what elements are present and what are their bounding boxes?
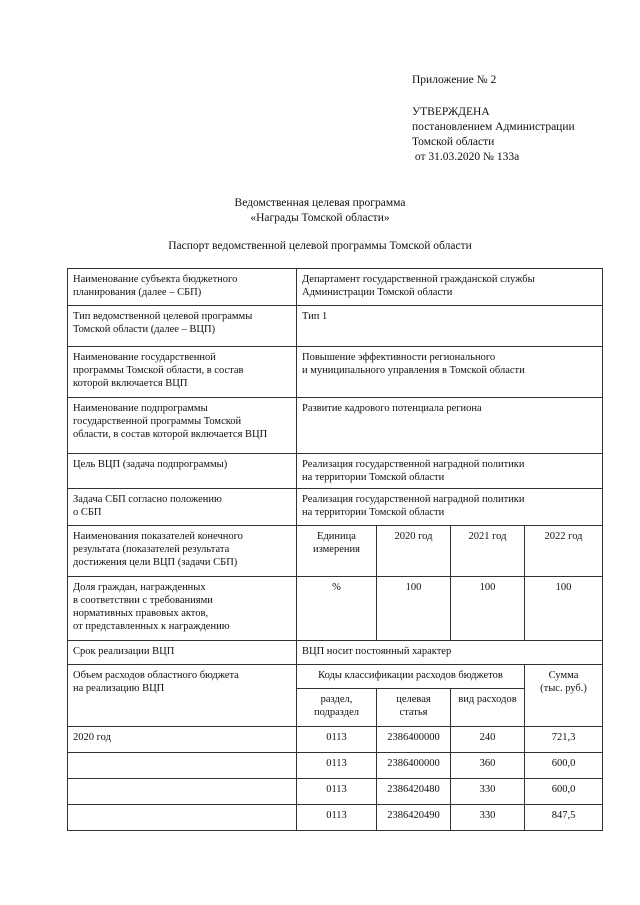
table-row-task: [68, 489, 603, 526]
year-2020-header: 2020 год: [377, 526, 451, 577]
unit-header: Единица измерения: [297, 526, 377, 577]
appendix-label: Приложение № 2: [412, 74, 497, 86]
table-row: [68, 805, 603, 831]
expense-section: 0113: [297, 727, 377, 753]
program-title-line-2: «Награды Томской области»: [250, 212, 390, 224]
table-row-type: [68, 306, 603, 347]
indicators-label: Наименования показателей конечного результата (показателей результата достижения цели ВЦП (задачи СБП): [68, 526, 297, 577]
expense-sum: 721,3: [525, 727, 603, 753]
expense-kind: 360: [451, 753, 525, 779]
expense-sum: 600,0: [525, 779, 603, 805]
expense-year: [68, 805, 297, 831]
table-row: [68, 779, 603, 805]
year-2021-header: 2021 год: [451, 526, 525, 577]
expense-kind: 330: [451, 805, 525, 831]
indicator-value-2021: 100: [451, 577, 525, 641]
passport-title: Паспорт ведомственной целевой программы Томской области: [168, 240, 472, 252]
type-value: Тип 1: [297, 306, 603, 347]
budget-label: Объем расходов областного бюджета на реализацию ВЦП: [68, 665, 297, 727]
year-2022-header: 2022 год: [525, 526, 603, 577]
expense-article: 2386400000: [377, 753, 451, 779]
expense-kind: 240: [451, 727, 525, 753]
gov-program-label: Наименование государственной программы Томской области, в состав которой включается ВЦП: [68, 347, 297, 398]
table-row: [68, 727, 603, 753]
expense-sum: 847,5: [525, 805, 603, 831]
term-label: Срок реализации ВЦП: [68, 641, 297, 665]
approved-by-line-2: Томской области: [412, 136, 495, 148]
approved-date-line: от 31.03.2020 № 133а: [412, 151, 520, 163]
codes-header: Коды классификации расходов бюджетов: [297, 665, 525, 689]
expense-article: 2386420480: [377, 779, 451, 805]
indicator-unit: %: [297, 577, 377, 641]
subject-label: Наименование субъекта бюджетного планирования (далее – СБП): [68, 269, 297, 306]
article-header: целевая статья: [377, 689, 451, 727]
table-row-term: [68, 641, 603, 665]
subprogram-label: Наименование подпрограммы государственной программы Томской области, в состав которой включается ВЦП: [68, 398, 297, 454]
subprogram-value: Развитие кадрового потенциала региона: [297, 398, 603, 454]
expense-kind: 330: [451, 779, 525, 805]
type-label: Тип ведомственной целевой программы Томской области (далее – ВЦП): [68, 306, 297, 347]
expense-year: [68, 779, 297, 805]
table-row-indicator: [68, 577, 603, 641]
goal-label: Цель ВЦП (задача подпрограммы): [68, 454, 297, 489]
indicator-value-2022: 100: [525, 577, 603, 641]
table-row-subprogram: [68, 398, 603, 454]
passport-table: [67, 268, 603, 831]
expense-section: 0113: [297, 805, 377, 831]
table-row-budget-header: [68, 665, 603, 689]
section-header: раздел, подраздел: [297, 689, 377, 727]
expense-article: 2386400000: [377, 727, 451, 753]
gov-program-value: Повышение эффективности регионального и муниципального управления в Томской области: [297, 347, 603, 398]
table-row-goal: [68, 454, 603, 489]
approval-block: [412, 105, 575, 165]
table-row: [68, 753, 603, 779]
kind-header: вид расходов: [451, 689, 525, 727]
expense-article: 2386420490: [377, 805, 451, 831]
table-row-indicators-header: [68, 526, 603, 577]
task-value: Реализация государственной наградной политики на территории Томской области: [297, 489, 603, 526]
term-value: ВЦП носит постоянный характер: [297, 641, 603, 665]
indicator-value-2020: 100: [377, 577, 451, 641]
expense-section: 0113: [297, 779, 377, 805]
subject-value: Департамент государственной гражданской службы Администрации Томской области: [297, 269, 603, 306]
indicator-label: Доля граждан, награжденных в соответствии с требованиями нормативных правовых актов, от представленных к награждению: [68, 577, 297, 641]
task-label: Задача СБП согласно положению о СБП: [68, 489, 297, 526]
expense-sum: 600,0: [525, 753, 603, 779]
expense-section: 0113: [297, 753, 377, 779]
approved-label: УТВЕРЖДЕНА: [412, 106, 490, 118]
program-title-line-1: Ведомственная целевая программа: [234, 197, 406, 209]
expense-year: [68, 753, 297, 779]
goal-value: Реализация государственной наградной политики на территории Томской области: [297, 454, 603, 489]
approved-by-line-1: постановлением Администрации: [412, 121, 575, 133]
expense-year: 2020 год: [68, 727, 297, 753]
table-row-gov-program: [68, 347, 603, 398]
table-row-subject: [68, 269, 603, 306]
sum-header: Сумма (тыс. руб.): [525, 665, 603, 727]
